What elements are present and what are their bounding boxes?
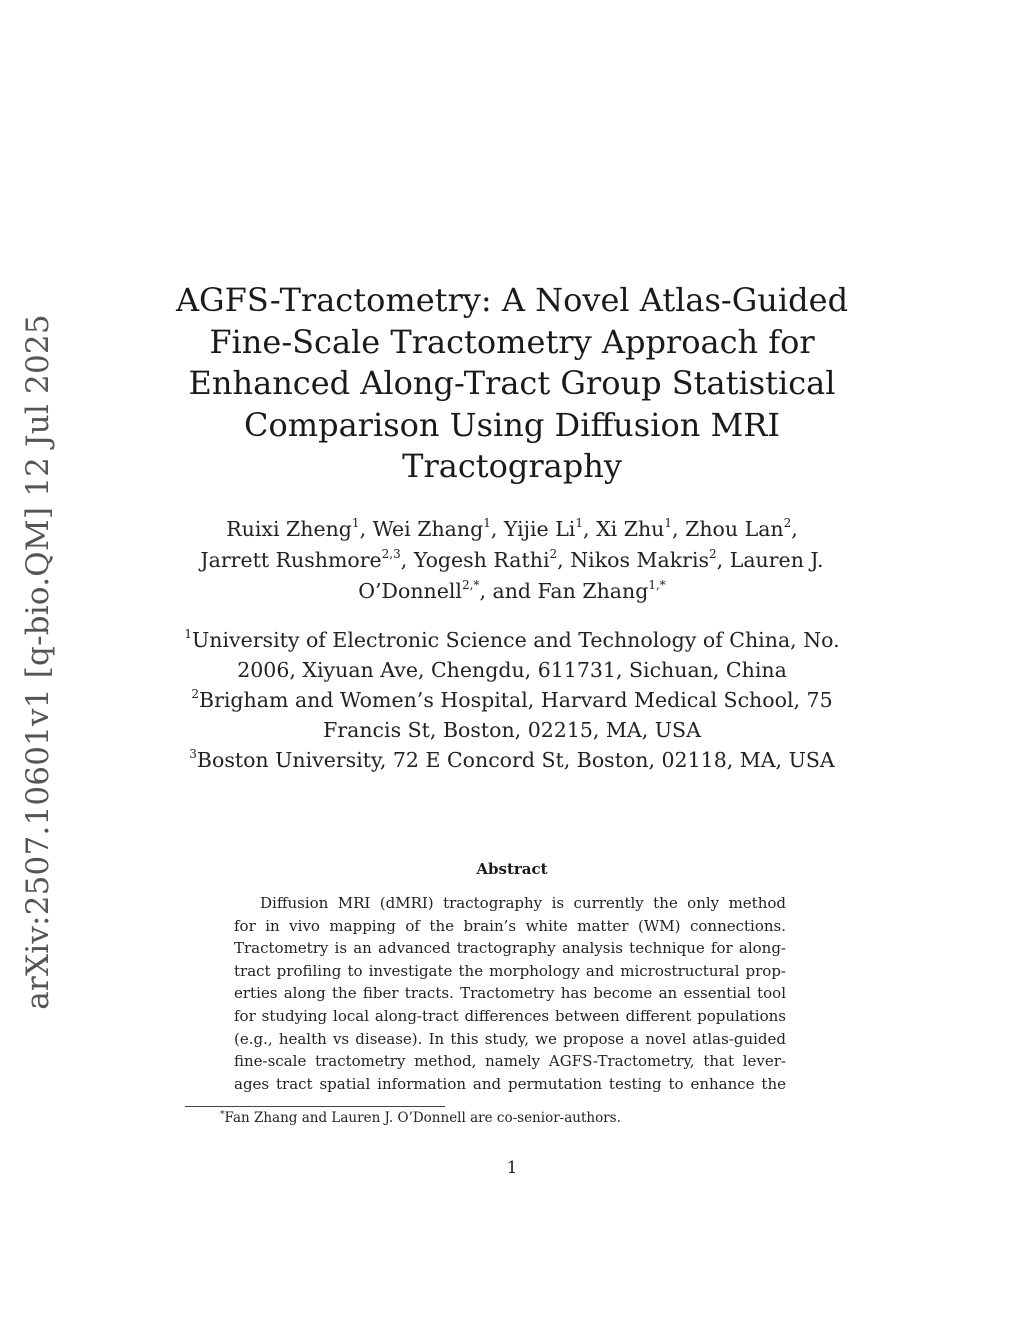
author-list xyxy=(0,514,1024,607)
title-line: AGFS-Tractometry: A Novel Atlas-Guided xyxy=(175,281,849,319)
affiliation-line: $^3$Boston University, 72 E Concord St, Boston, 02118, MA, USA xyxy=(189,747,835,772)
paper-title xyxy=(0,280,1024,488)
author-affiliation-mark: 2,3 xyxy=(381,547,401,561)
footnote-rule xyxy=(185,1106,445,1107)
author-name: Jarrett Rushmore xyxy=(200,548,382,572)
abstract-line: tract profiling to investigate the morphology and microstructural prop- xyxy=(234,961,786,980)
abstract-heading: Abstract xyxy=(476,860,548,878)
affiliation-line: $^2$Brigham and Women’s Hospital, Harvard Medical School, 75 xyxy=(191,687,833,712)
footnote-text: Fan Zhang and Lauren J. O’Donnell are co-senior-authors. xyxy=(224,1110,621,1126)
author-name: Xi Zhu xyxy=(596,517,665,541)
title-line: Enhanced Along-Tract Group Statistical xyxy=(188,364,836,402)
author-name: Ruixi Zheng xyxy=(226,517,352,541)
affiliation-number: 2 xyxy=(191,687,200,701)
arxiv-identifier: arXiv:2507.10601v1 [q-bio.QM] 12 Jul 2025 xyxy=(20,314,56,1010)
author-affiliation-mark: 2,* xyxy=(461,578,480,592)
title-line: Fine-Scale Tractometry Approach for xyxy=(209,322,815,361)
author-affiliation-mark: 1 xyxy=(575,516,584,530)
author-name: Fan Zhang xyxy=(537,579,649,603)
abstract-line: ages tract spatial information and permutation testing to enhance the xyxy=(234,1074,786,1093)
title-line: Tractography xyxy=(402,447,622,485)
author-affiliation-mark: 1 xyxy=(483,516,491,530)
abstract-line: for in vivo mapping of the brain’s white matter (WM) connections. xyxy=(234,916,786,935)
author-affiliation-mark: 2 xyxy=(549,547,558,561)
title-line: Comparison Using Diffusion MRI xyxy=(244,405,780,444)
author-name: Zhou Lan xyxy=(685,517,784,541)
author-affiliation-mark: 1 xyxy=(664,516,673,530)
abstract-line: Diffusion MRI (dMRI) tractography is currently the only method xyxy=(260,894,786,912)
affiliation-line: Francis St, Boston, 02215, MA, USA xyxy=(323,718,701,742)
affiliation-number: 1 xyxy=(184,627,192,641)
author-line: Ruixi Zheng$^1$, Wei Zhang$^1$, Yijie Li$^1$, Xi Zhu$^1$, Zhou Lan$^2$, xyxy=(226,516,798,541)
author-affiliation-mark: 2 xyxy=(709,547,717,561)
affiliation-line: 2006, Xiyuan Ave, Chengdu, 611731, Sichuan, China xyxy=(237,658,787,682)
footnote xyxy=(220,1110,621,1126)
author-affiliation-mark: 1 xyxy=(351,516,360,530)
author-affiliation-mark: 1,* xyxy=(648,578,666,592)
abstract-line: (e.g., health vs disease). In this study, we propose a novel atlas-guided xyxy=(234,1029,786,1048)
abstract-line: for studying local along-tract differences between different populations xyxy=(234,1006,786,1025)
author-name: Lauren J. xyxy=(729,548,824,572)
affiliation-list xyxy=(0,625,1024,775)
author-line: Jarrett Rushmore$^{2,3}$, Yogesh Rathi$^2$, Nikos Makris$^2$, Lauren J. xyxy=(200,547,824,572)
abstract-line: erties along the fiber tracts. Tractometry has become an essential tool xyxy=(234,984,786,1003)
author-line: O’Donnell$^{2,*}$, and Fan Zhang$^{1,*}$ xyxy=(358,578,666,603)
author-name: Nikos Makris xyxy=(570,548,710,572)
abstract-line: fine-scale tractometry method, namely AGFS-Tractometry, that lever- xyxy=(234,1052,786,1071)
abstract-body xyxy=(234,892,786,1095)
author-name: Yijie Li xyxy=(503,517,576,541)
author-name: Yogesh Rathi xyxy=(413,548,550,572)
affiliation-line: $^1$University of Electronic Science and Technology of China, No. xyxy=(184,627,840,652)
author-name: O’Donnell xyxy=(358,579,462,603)
affiliation-number: 3 xyxy=(189,747,197,761)
page-number: 1 xyxy=(506,1158,518,1178)
footnote-mark: * xyxy=(220,1110,225,1120)
author-affiliation-mark: 2 xyxy=(783,516,792,530)
author-name: Wei Zhang xyxy=(372,517,484,541)
abstract-line: Tractometry is an advanced tractography analysis technique for along- xyxy=(234,939,786,958)
